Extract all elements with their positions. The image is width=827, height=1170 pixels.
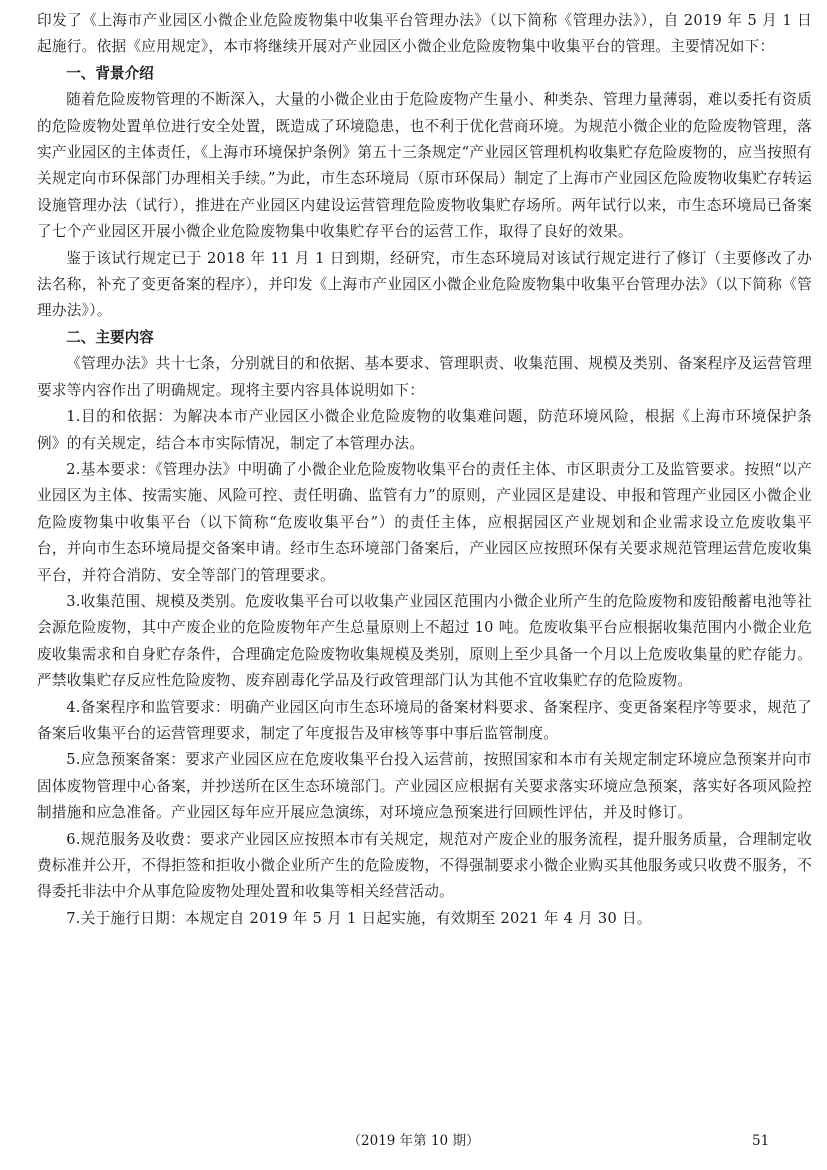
issue-label: （2019 年第 10 期） [347,1133,480,1149]
paragraph-background-1: 随着危险废物管理的不断深入，大量的小微企业由于危险废物产生量小、种类杂、管理力量薄弱，难以委托有资质的危险废物处置单位进行安全处置，既造成了环境隐患，也不利于优化营商环境。为规范小微企业的危险废物管理，落实产业园区的主体责任，《上海市环境保护条例》第五十三条规定“产业园区管理机构收集贮存危险废物的，应当按照有关规定向市环保部门办理相关手续。”为此，市生态环境局（原市环保局）制定了上海市产业园区危险废物收集贮存转运设施管理办法（试行），推进在产业园区内建设运营管理危险废物收集贮存场所。两年试行以来，市生态环境局已备案了七个产业园区开展小微企业危险废物集中收集贮存平台的运营工作，取得了良好的效果。 [37,91,812,241]
paragraph-overview: 《管理办法》共十七条，分别就目的和依据、基本要求、管理职责、收集范围、规模及类别、备案程序及运营管理要求等内容作出了明确规定。现将主要内容具体说明如下： [37,355,812,399]
paragraph-item-7: 7.关于施行日期：本规定自 2019 年 5 月 1 日起实施，有效期至 2021 年 4 月 30 日。 [66,909,652,927]
paragraph-item-2: 2.基本要求：《管理办法》中明确了小微企业危险废物收集平台的责任主体、市区职责分工及监管要求。按照“以产业园区为主体、按需实施、风险可控、责任明确、监管有力”的原则，产业园区是建设、申报和管理产业园区小微企业危险废物集中收集平台（以下简称“危废收集平台”）的责任主体，应根据园区产业规划和企业需求设立危废收集平台，并向市生态环境局提交备案申请。经市生态环境部门备案后，产业园区应按照环保有关要求规范管理运营危废收集平台，并符合消防、安全等部门的管理要求。 [37,460,812,584]
section-heading-main-content: 二、主要内容 [66,328,154,346]
paragraph-item-6: 6.规范服务及收费：要求产业园区应按照本市有关规定，规范对产废企业的服务流程，提升服务质量，合理制定收费标准并公开，不得拒签和拒收小微企业所产生的危险废物，不得强制要求小微企业购买其他服务或只收费不服务，不得委托非法中介从事危险废物处理处置和收集等相关经营活动。 [37,830,812,901]
page-number: 51 [752,1133,770,1149]
section-heading-background: 一、背景介绍 [66,64,154,82]
paragraph-item-3: 3.收集范围、规模及类别。危废收集平台可以收集产业园区范围内小微企业所产生的危险废物和废铅酸蓄电池等社会源危险废物，其中产废企业的危险废物年产生总量原则上不超过 10 吨。危废收集平台应根据收集范围内小微企业危废收集需求和自身贮存条件，合理确定危险废物收集规模及类别，原则上至少具备一个月以上危废收集量的贮存能力。严禁收集贮存反应性危险废物、废弃剧毒化学品及行政管理部门认为其他不宜收集贮存的危险废物。 [37,592,812,690]
paragraph-background-2: 鉴于该试行规定已于 2018 年 11 月 1 日到期，经研究，市生态环境局对该试行规定进行了修订（主要修改了办法名称，补充了变更备案的程序），并印发《上海市产业园区小微企业危险废物集中收集平台管理办法》（以下简称《管理办法》）。 [37,249,812,320]
paragraph-item-4: 4.备案程序和监管要求：明确产业园区向市生态环境局的备案材料要求、备案程序、变更备案程序等要求，规范了备案后收集平台的运营管理要求，制定了年度报告及审核等事中事后监管制度。 [37,698,812,742]
paragraph-item-1: 1.目的和依据：为解决本市产业园区小微企业危险废物的收集难问题，防范环境风险，根据《上海市环境保护条例》的有关规定，结合本市实际情况，制定了本管理办法。 [37,408,812,452]
paragraph-item-5: 5.应急预案备案：要求产业园区应在危废收集平台投入运营前，按照国家和本市有关规定制定环境应急预案并向市固体废物管理中心备案，并抄送所在区生态环境部门。产业园区应根据有关要求落实环境应急预案，落实好各项风险控制措施和应急准备。产业园区每年应开展应急演练，对环境应急预案进行回顾性评估，并及时修订。 [37,751,812,822]
document-body [37,8,812,932]
page-footer [0,1130,827,1152]
paragraph-intro: 印发了《上海市产业园区小微企业危险废物集中收集平台管理办法》（以下简称《管理办法》），自 2019 年 5 月 1 日起施行。依据《应用规定》，本市将继续开展对产业园区小微企业危险废物集中收集平台的管理。主要情况如下： [37,12,812,56]
